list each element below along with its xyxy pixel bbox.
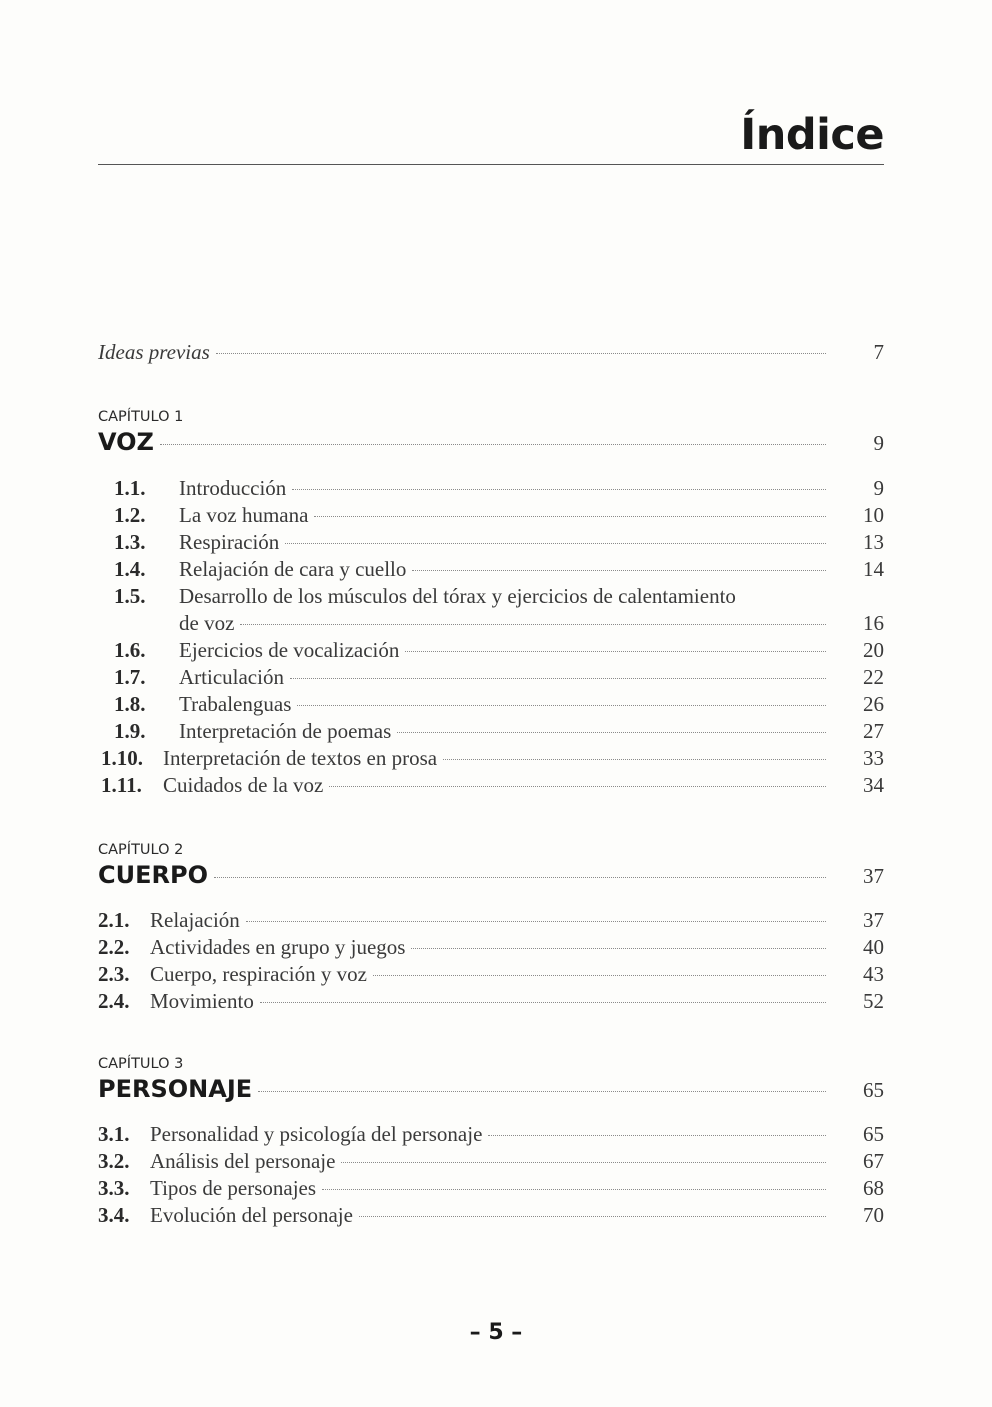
- section-number: 1.9.: [114, 719, 146, 743]
- section-number: 3.4.: [98, 1203, 130, 1227]
- title-rule: [98, 164, 884, 165]
- chapter-label: CAPÍTULO 3: [98, 1056, 184, 1072]
- section-title: Ejercicios de vocalización: [179, 638, 400, 662]
- section-number: 1.11.: [101, 773, 142, 797]
- toc-chapter-cuerpo[interactable]: [98, 861, 884, 889]
- dot-leader: [160, 444, 826, 445]
- section-title: Tipos de personajes: [150, 1176, 317, 1200]
- toc-section[interactable]: [98, 584, 884, 609]
- toc-section-continuation[interactable]: [98, 611, 884, 636]
- toc-page-number: 13: [863, 530, 884, 554]
- section-title: Respiración: [179, 530, 280, 554]
- section-title: Trabalenguas: [179, 692, 292, 716]
- toc-page-number: 37: [863, 908, 884, 932]
- section-number: 3.1.: [98, 1122, 130, 1146]
- section-title: Actividades en grupo y juegos: [150, 935, 406, 959]
- dot-leader: [214, 877, 826, 878]
- section-number: 1.7.: [114, 665, 146, 689]
- toc-section[interactable]: [98, 638, 884, 663]
- section-number: 3.2.: [98, 1149, 130, 1173]
- toc-section[interactable]: [98, 503, 884, 528]
- section-title: Cuidados de la voz: [163, 773, 324, 797]
- chapter-title: CUERPO: [98, 861, 208, 889]
- dot-leader: [411, 948, 826, 949]
- toc-section[interactable]: [98, 908, 884, 933]
- section-number: 1.8.: [114, 692, 146, 716]
- dot-leader: [297, 705, 826, 706]
- section-title: Relajación de cara y cuello: [179, 557, 407, 581]
- toc-page-number: 65: [863, 1078, 884, 1102]
- toc-entry-preface[interactable]: [98, 340, 884, 365]
- page-number: – 5 –: [469, 1320, 523, 1345]
- toc-page-number: 70: [863, 1203, 884, 1227]
- section-number: 1.1.: [114, 476, 146, 500]
- dot-leader: [405, 651, 826, 652]
- dot-leader: [359, 1216, 826, 1217]
- toc-section[interactable]: [98, 773, 884, 798]
- dot-leader: [216, 353, 826, 354]
- toc-page-number: 14: [863, 557, 884, 581]
- section-title: Interpretación de textos en prosa: [163, 746, 438, 770]
- dot-leader: [322, 1189, 826, 1190]
- toc-page-number: 37: [863, 864, 884, 888]
- section-title: Cuerpo, respiración y voz: [150, 962, 367, 986]
- toc-section[interactable]: [98, 1176, 884, 1201]
- toc-page-number: 33: [863, 746, 884, 770]
- section-title: Relajación: [150, 908, 240, 932]
- toc-section[interactable]: [98, 935, 884, 960]
- toc-page-number: 68: [863, 1176, 884, 1200]
- toc-page-number: 40: [863, 935, 884, 959]
- section-number: 2.2.: [98, 935, 130, 959]
- section-number: 1.4.: [114, 557, 146, 581]
- section-number: 2.3.: [98, 962, 130, 986]
- toc-section[interactable]: [98, 746, 884, 771]
- section-number: 2.1.: [98, 908, 130, 932]
- toc-page-number: 26: [863, 692, 884, 716]
- toc-section[interactable]: [98, 692, 884, 717]
- dot-leader: [246, 921, 826, 922]
- section-title: Movimiento: [150, 989, 254, 1013]
- toc-chapter-voz[interactable]: [98, 428, 884, 456]
- toc-page-number: 16: [863, 611, 884, 635]
- section-number: 1.5.: [114, 584, 146, 608]
- toc-page-number: 10: [863, 503, 884, 527]
- section-title: Análisis del personaje: [150, 1149, 336, 1173]
- section-number: 1.6.: [114, 638, 146, 662]
- dot-leader: [258, 1091, 826, 1092]
- toc-section[interactable]: [98, 1203, 884, 1228]
- toc-section[interactable]: [98, 557, 884, 582]
- page-title: Índice: [740, 110, 884, 160]
- chapter-title: VOZ: [98, 428, 154, 456]
- toc-section[interactable]: [98, 719, 884, 744]
- section-number: 2.4.: [98, 989, 130, 1013]
- toc-page-number: 34: [863, 773, 884, 797]
- dot-leader: [341, 1162, 826, 1163]
- section-number: 1.2.: [114, 503, 146, 527]
- dot-leader: [240, 624, 826, 625]
- section-number: 1.3.: [114, 530, 146, 554]
- toc-page-number: 27: [863, 719, 884, 743]
- section-title-continuation: de voz: [179, 611, 235, 635]
- dot-leader: [329, 786, 826, 787]
- dot-leader: [412, 570, 826, 571]
- section-title: La voz humana: [179, 503, 309, 527]
- dot-leader: [397, 732, 826, 733]
- toc-section[interactable]: [98, 476, 884, 501]
- chapter-title: PERSONAJE: [98, 1075, 253, 1103]
- toc-section[interactable]: [98, 530, 884, 555]
- toc-page-number: 7: [873, 340, 884, 364]
- toc-section[interactable]: [98, 1122, 884, 1147]
- toc-page-number: 9: [873, 476, 884, 500]
- section-title: Personalidad y psicología del personaje: [150, 1122, 483, 1146]
- dot-leader: [373, 975, 826, 976]
- toc-page-number: 22: [863, 665, 884, 689]
- toc-section[interactable]: [98, 962, 884, 987]
- toc-section[interactable]: [98, 665, 884, 690]
- chapter-label: CAPÍTULO 2: [98, 842, 184, 858]
- section-title: Evolución del personaje: [150, 1203, 353, 1227]
- dot-leader: [488, 1135, 826, 1136]
- toc-page-number: 67: [863, 1149, 884, 1173]
- toc-page-number: 20: [863, 638, 884, 662]
- toc-page-number: 43: [863, 962, 884, 986]
- toc-section[interactable]: [98, 989, 884, 1014]
- section-title: Desarrollo de los músculos del tórax y ejercicios de calentamiento: [179, 584, 736, 608]
- dot-leader: [285, 543, 826, 544]
- toc-section[interactable]: [98, 1149, 884, 1174]
- section-title: Articulación: [179, 665, 284, 689]
- toc-page-number: 65: [863, 1122, 884, 1146]
- section-title: Introducción: [179, 476, 287, 500]
- section-number: 1.10.: [101, 746, 143, 770]
- dot-leader: [314, 516, 826, 517]
- dot-leader: [260, 1002, 826, 1003]
- toc-page-number: 9: [873, 431, 884, 455]
- section-title: Interpretación de poemas: [179, 719, 392, 743]
- toc-page-number: 52: [863, 989, 884, 1013]
- chapter-label: CAPÍTULO 1: [98, 409, 184, 425]
- dot-leader: [292, 489, 826, 490]
- dot-leader: [443, 759, 826, 760]
- dot-leader: [290, 678, 826, 679]
- section-number: 3.3.: [98, 1176, 130, 1200]
- toc-chapter-personaje[interactable]: [98, 1075, 884, 1103]
- toc-entry-label: Ideas previas: [98, 340, 210, 364]
